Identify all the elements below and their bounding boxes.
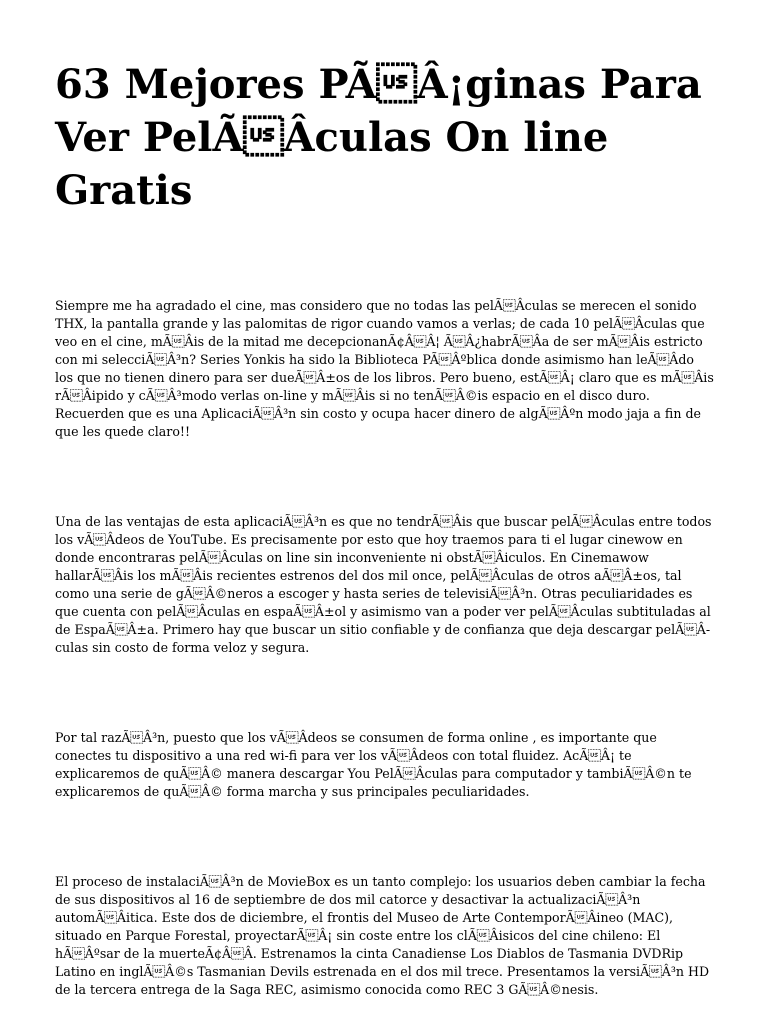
paragraph-2: Una de las ventajas de esta aplicaciÃ Â³n es que no tendrÃ Âis que buscar pelÃ Âculas entre todos los vÃ Âdeos de YouTube. Es precisamente por esto que hoy traemos para ti el lugar cinewow en donde encontraras pelÃ Âculas on line sin inconveniente ni obstÃ Âiculos. En Cinemawow hallarÃ Âis los mÃ Âis recientes estrenos del dos mil once, pelÃ Âculas de otros aÃ Â±os, tal como una serie de gÃ Â©neros a escoger y hasta series de televisiÃ Â³n. Otras peculiaridades es que cuenta con pelÃ Âculas en espaÃ Â±ol y asimismo van a poder ver pelÃ Âculas subtituladas al de EspaÃ Â±a. Primero hay que buscar un sitio confiable y de confianza que deja descargar pelÃ Âculas sin costo de forma veloz y segura.: [55, 514, 712, 655]
paragraph-1: Siempre me ha agradado el cine, mas considero que no todas las pelÃ Âculas se merecen el sonido THX, la pantalla grande y las palomitas de rigor cuando vamos a verlas; de cada 10 pelÃ Âculas que veo en el cine, mÃ Âis de la mitad me decepcionanÃ¢Â Â¦ Ã Â¿habrÃ Âa de ser mÃ Âis estricto con mi selecciÃ Â³n? Series Yonkis ha sido la Biblioteca PÃ Âºblica donde asimismo han leÃ Âdo los que no tienen dinero para ser dueÃ Â±os de los libros. Pero bueno, estÃ Â¡ claro que es mÃ Âis rÃ Âipido y cÃ Â³modo verlas on-line y mÃ Âis si no tenÃ Â©is espacio en el disco duro. Recuerden que es una AplicaciÃ Â³n sin costo y ocupa hacer dinero de algÃ Âºn modo jaja a fin de que les quede claro!!: [55, 298, 714, 439]
paragraph-3: Por tal razÃ Â³n, puesto que los vÃ Âdeos se consumen de forma online , es importante que conectes tu dispositivo a una red wi-fi para ver los vÃ Âdeos con total fluidez. AcÃ Â¡ te explicaremos de quÃ Â© manera descargar You PelÃ Âculas para computador y tambiÃ Â©n te explicaremos de quÃ Â© forma marcha y sus principales peculiaridades.: [55, 730, 692, 799]
document-title: 63 Mejores PÃ Â¡ginas Para Ver PelÃ Âculas On line Gratis: [55, 61, 702, 214]
paragraph-4: El proceso de instalaciÃ Â³n de MovieBox es un tanto complejo: los usuarios deben cambiar la fecha de sus dispositivos al 16 de septiembre de dos mil catorce y desactivar la actualizaciÃ Â³n automÃ Âitica. Este dos de diciembre, el frontis del Museo de Arte ContemporÃ Âineo (MAC), situado en Parque Forestal, proyectarÃ Â¡ sin coste entre los clÃ Âisicos del cine chileno: El hÃ Âºsar de la muerteÃ¢Â Â. Estrenamos la cinta Canadiense Los Diablos de Tasmania DVDRip Latino en inglÃ Â©s Tasmanian Devils estrenada en el dos mil trece. Presentamos la versiÃ Â³n HD de la tercera entrega de la Saga REC, asimismo conocida como REC 3 GÃ Â©nesis.: [55, 874, 710, 997]
